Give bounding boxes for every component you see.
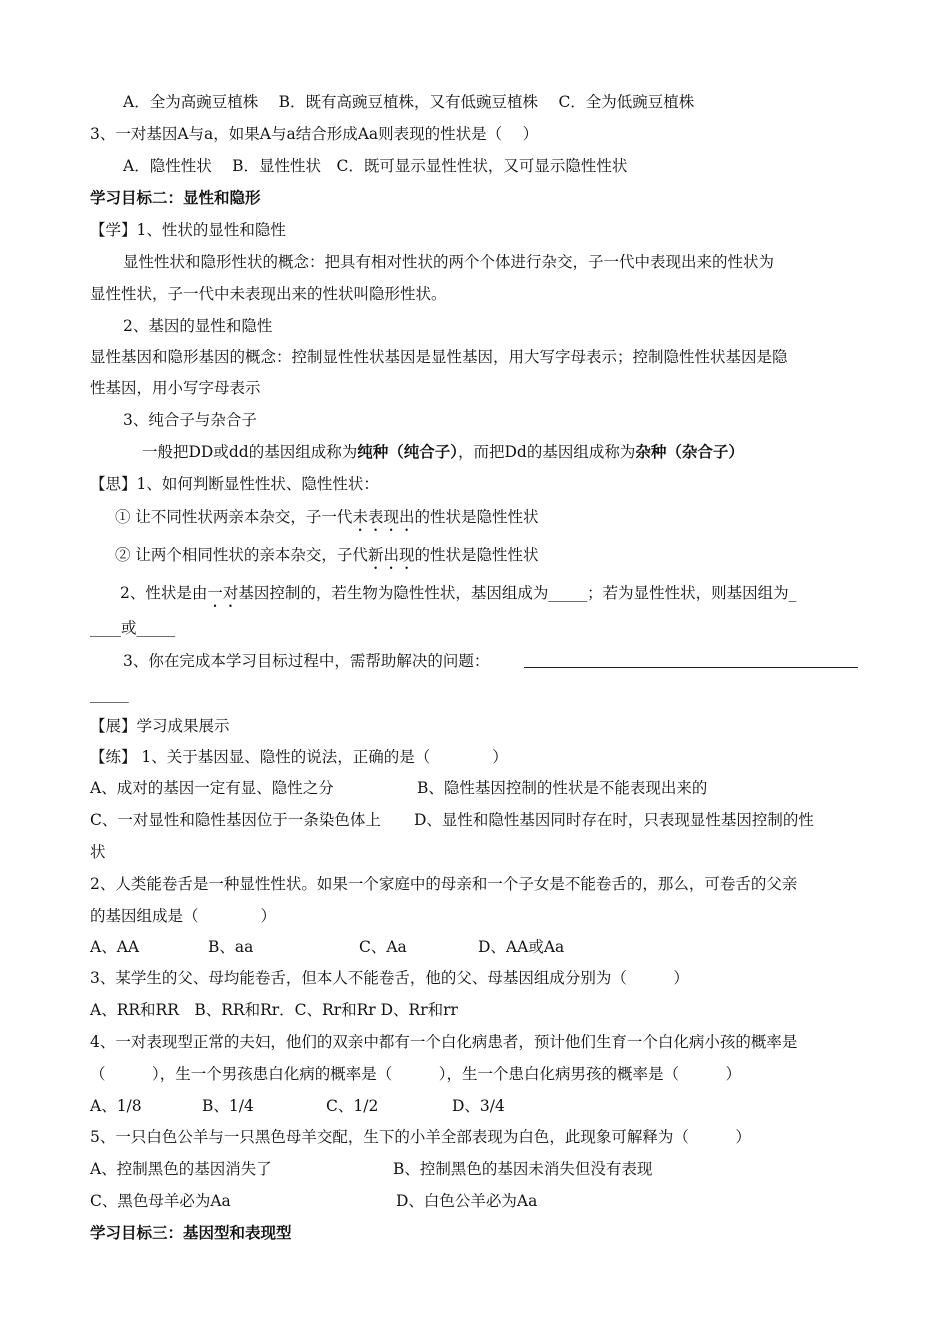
- practice-5-option-c: C、黑色母羊必为Aa: [90, 1192, 231, 1210]
- practice-5-option-d: D、白色公羊必为Aa: [396, 1192, 538, 1210]
- judge-2-a: ② 让两个相同性状的亲本杂交，子代: [115, 546, 368, 564]
- pure-hybrid-text-a: 一般把DD或dd的基因组成称为: [142, 443, 358, 461]
- think-3-continued: _____: [90, 685, 129, 703]
- pure-term: 纯种（纯合子）: [357, 443, 458, 461]
- judge-1-a: ① 让不同性状两亲本杂交，子一代: [115, 508, 353, 526]
- practice-1-option-d: D、显性和隐性基因同时存在时，只表现显性基因控制的性: [414, 811, 814, 829]
- concept-trait-line2: 显性性状，子一代中未表现出来的性状叫隐形性状。: [90, 285, 447, 303]
- think-2-emphasis: 一对: [207, 584, 239, 602]
- practice-4-option-d: D、3/4: [452, 1097, 505, 1115]
- practice-2-option-d: D、AA或Aa: [478, 938, 565, 956]
- learn-3: 3、纯合子与杂合子: [123, 411, 257, 429]
- learn-2: 2、基因的显性和隐性: [123, 317, 273, 335]
- judge-1-c: 的性状是隐性性状: [414, 508, 539, 526]
- concept-trait-line1: 显性性状和隐形性状的概念：把具有相对性状的两个个体进行杂交，子一代中表现出来的性状为: [123, 253, 775, 271]
- practice-5-option-a: A、控制黑色的基因消失了: [90, 1160, 272, 1178]
- think-1: 【思】1、如何判断显性性状、隐性性状：: [90, 475, 379, 493]
- practice-2-option-b: B、aa: [208, 938, 254, 956]
- answer-blank-line[interactable]: [524, 667, 858, 668]
- pure-hybrid-line: [142, 442, 744, 462]
- think-2-continued: ____或_____: [90, 619, 176, 637]
- practice-4-stem-line1: 4、一对表现型正常的夫妇，他们的双亲中都有一个白化病患者，预计他们生育一个白化病小孩的概率是: [90, 1033, 798, 1051]
- learn-1: 【学】1、性状的显性和隐性: [90, 221, 286, 239]
- practice-4-option-b: B、1/4: [202, 1097, 254, 1115]
- practice-1-stem: 【练】 1、关于基因显、隐性的说法，正确的是（ ）: [90, 748, 508, 766]
- judge-rule-1: [115, 507, 538, 535]
- pure-hybrid-text-c: ，而把Dd的基因组成称为: [457, 443, 636, 461]
- show-heading: 【展】学习成果展示: [90, 717, 230, 735]
- practice-4-stem-line2: （ ），生一个男孩患白化病的概率是（ ），生一个患白化病男孩的概率是（ ）: [90, 1065, 742, 1083]
- practice-3-stem: 3、某学生的父、母均能卷舌，但本人不能卷舌，他的父、母基因组成分别为（ ）: [90, 969, 689, 987]
- think-3: 3、你在完成本学习目标过程中，需帮助解决的问题：: [123, 652, 490, 670]
- think-2-a: 2、性状是由: [120, 584, 208, 602]
- practice-3-options: A、RR和RR B、RR和Rr．C、Rr和Rr D、Rr和rr: [90, 1001, 458, 1019]
- q2-options: A．全为高豌豆植株 B．既有高豌豆植株，又有低豌豆植株 C．全为低豌豆植株: [123, 93, 695, 111]
- practice-5-option-b: B、控制黑色的基因未消失但没有表现: [393, 1160, 653, 1178]
- practice-4-option-a: A、1/8: [90, 1097, 142, 1115]
- practice-5-stem: 5、一只白色公羊与一只黑色母羊交配，生下的小羊全部表现为白色，此现象可解释为（ ）: [90, 1128, 751, 1146]
- practice-1-option-a: A、成对的基因一定有显、隐性之分: [90, 779, 334, 797]
- judge-2-c: 的性状是隐性性状: [414, 546, 539, 564]
- judge-2-emphasis: 新出现: [367, 546, 415, 564]
- practice-2-stem-line1: 2、人类能卷舌是一种显性性状。如果一个家庭中的母亲和一个子女是不能卷舌的，那么，可卷舌的父亲: [90, 875, 798, 893]
- practice-4-option-c: C、1/2: [326, 1097, 379, 1115]
- practice-1-option-b: B、隐性基因控制的性状是不能表现出来的: [417, 779, 708, 797]
- q3-stem: 3、一对基因A与a，如果A与a结合形成Aa则表现的性状是（ ）: [90, 125, 539, 143]
- think-2-c: 基因控制的，若生物为隐性性状，基因组成为_____；若为显性性状，则基因组为_: [238, 584, 797, 602]
- concept-gene-line2: 性基因，用小写字母表示: [90, 379, 261, 397]
- hybrid-term: 杂种（杂合子）: [635, 443, 744, 461]
- q3-options: A．隐性性状 B．显性性状 C．既可显示显性性状，又可显示隐性性状: [123, 157, 628, 175]
- practice-2-option-a: A、AA: [90, 938, 140, 956]
- practice-1-option-c: C、一对显性和隐性基因位于一条染色体上: [90, 811, 381, 829]
- practice-1-option-d-cont: 状: [90, 843, 106, 861]
- goal2-title: 学习目标二：显性和隐形: [90, 189, 261, 207]
- think-2: [120, 583, 796, 611]
- practice-2-stem-line2: 的基因组成是（ ）: [90, 907, 277, 925]
- goal3-title: 学习目标三：基因型和表现型: [90, 1224, 292, 1242]
- concept-gene-line1: 显性基因和隐形基因的概念：控制显性性状基因是显性基因，用大写字母表示；控制隐性性状基因是隐: [90, 348, 788, 366]
- judge-rule-2: [115, 545, 538, 573]
- judge-1-emphasis: 未表现出: [352, 508, 415, 526]
- practice-2-option-c: C、Aa: [359, 938, 407, 956]
